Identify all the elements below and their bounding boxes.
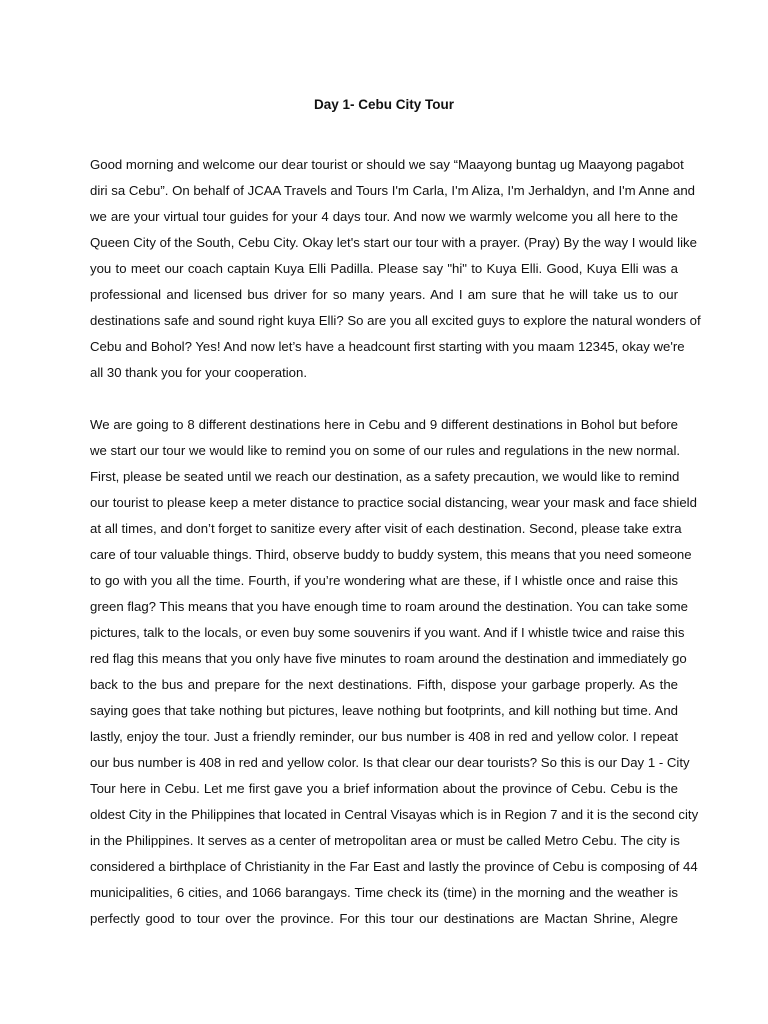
paragraph-line: in the Philippines. It serves as a center of metropolitan area or must be called Metro Cebu. The city is [90, 833, 680, 848]
paragraph-line: to go with you all the time. Fourth, if you’re wondering what are these, if I whistle once and raise this [90, 573, 678, 588]
paragraph-welcome [90, 152, 701, 386]
paragraph-line: you to meet our coach captain Kuya Elli Padilla. Please say "hi" to Kuya Elli. Good, Kuya Elli was a [90, 261, 678, 276]
paragraph-line: pictures, talk to the locals, or even buy some souvenirs if you want. And if I whistle twice and raise this [90, 625, 685, 640]
paragraph-line: Tour here in Cebu. Let me first gave you a brief information about the province of Cebu. Cebu is the [90, 781, 678, 796]
paragraph-line: green flag? This means that you have enough time to roam around the destination. You can take some [90, 599, 688, 614]
paragraph-line: lastly, enjoy the tour. Just a friendly reminder, our bus number is 408 in red and yellow color. I repeat [90, 729, 678, 744]
paragraph-line: oldest City in the Philippines that located in Central Visayas which is in Region 7 and it is the second city [90, 807, 699, 822]
paragraph-line: We are going to 8 different destinations here in Cebu and 9 different destinations in Bohol but before [90, 417, 678, 432]
paragraph-line: we start our tour we would like to remind you on some of our rules and regulations in the new normal. [90, 443, 681, 458]
paragraph-line: our tourist to please keep a meter distance to practice social distancing, wear your mask and face shield [90, 495, 697, 510]
paragraph-line: destinations safe and sound right kuya Elli? So are you all excited guys to explore the natural wonders of [90, 313, 701, 328]
paragraph-line: care of tour valuable things. Third, observe buddy to buddy system, this means that you need someone [90, 547, 692, 562]
paragraph-line: municipalities, 6 cities, and 1066 barangays. Time check its (time) in the morning and the weather is [90, 885, 678, 900]
paragraph-line: Cebu and Bohol? Yes! And now let’s have a headcount first starting with you maam 12345, okay we're [90, 339, 685, 354]
document-title: Day 1- Cebu City Tour [313, 97, 455, 112]
paragraph-line: perfectly good to tour over the province. For this tour our destinations are Mactan Shrine, Alegre [90, 911, 678, 926]
paragraph-line: at all times, and don’t forget to sanitize every after visit of each destination. Second, please take extra [90, 521, 682, 536]
paragraph-line: diri sa Cebu”. On behalf of JCAA Travels and Tours I'm Carla, I'm Aliza, I'm Jerhaldyn, and I'm Anne and [90, 183, 696, 198]
paragraph-line: considered a birthplace of Christianity in the Far East and lastly the province of Cebu is composing of 44 [90, 859, 698, 874]
paragraph-line: our bus number is 408 in red and yellow color. Is that clear our dear tourists? So this is our Day 1 - City [90, 755, 690, 770]
paragraph-line: Queen City of the South, Cebu City. Okay let's start our tour with a prayer. (Pray) By the way I would like [90, 235, 697, 250]
paragraph-line: red flag this means that you only have five minutes to roam around the destination and immediately go [90, 651, 687, 666]
paragraph-rules [90, 412, 699, 932]
paragraph-line: professional and licensed bus driver for so many years. And I am sure that he will take us to our [90, 287, 678, 302]
paragraph-line: First, please be seated until we reach our destination, as a safety precaution, we would like to remind [90, 469, 680, 484]
paragraph-line: back to the bus and prepare for the next destinations. Fifth, dispose your garbage properly. As the [90, 677, 678, 692]
paragraph-line: all 30 thank you for your cooperation. [90, 365, 307, 380]
paragraph-line: saying goes that take nothing but pictures, leave nothing but footprints, and kill nothing but time. And [90, 703, 678, 718]
paragraph-line: we are your virtual tour guides for your 4 days tour. And now we warmly welcome you all here to the [90, 209, 678, 224]
paragraph-line: Good morning and welcome our dear tourist or should we say “Maayong buntag ug Maayong pagabot [90, 157, 684, 172]
